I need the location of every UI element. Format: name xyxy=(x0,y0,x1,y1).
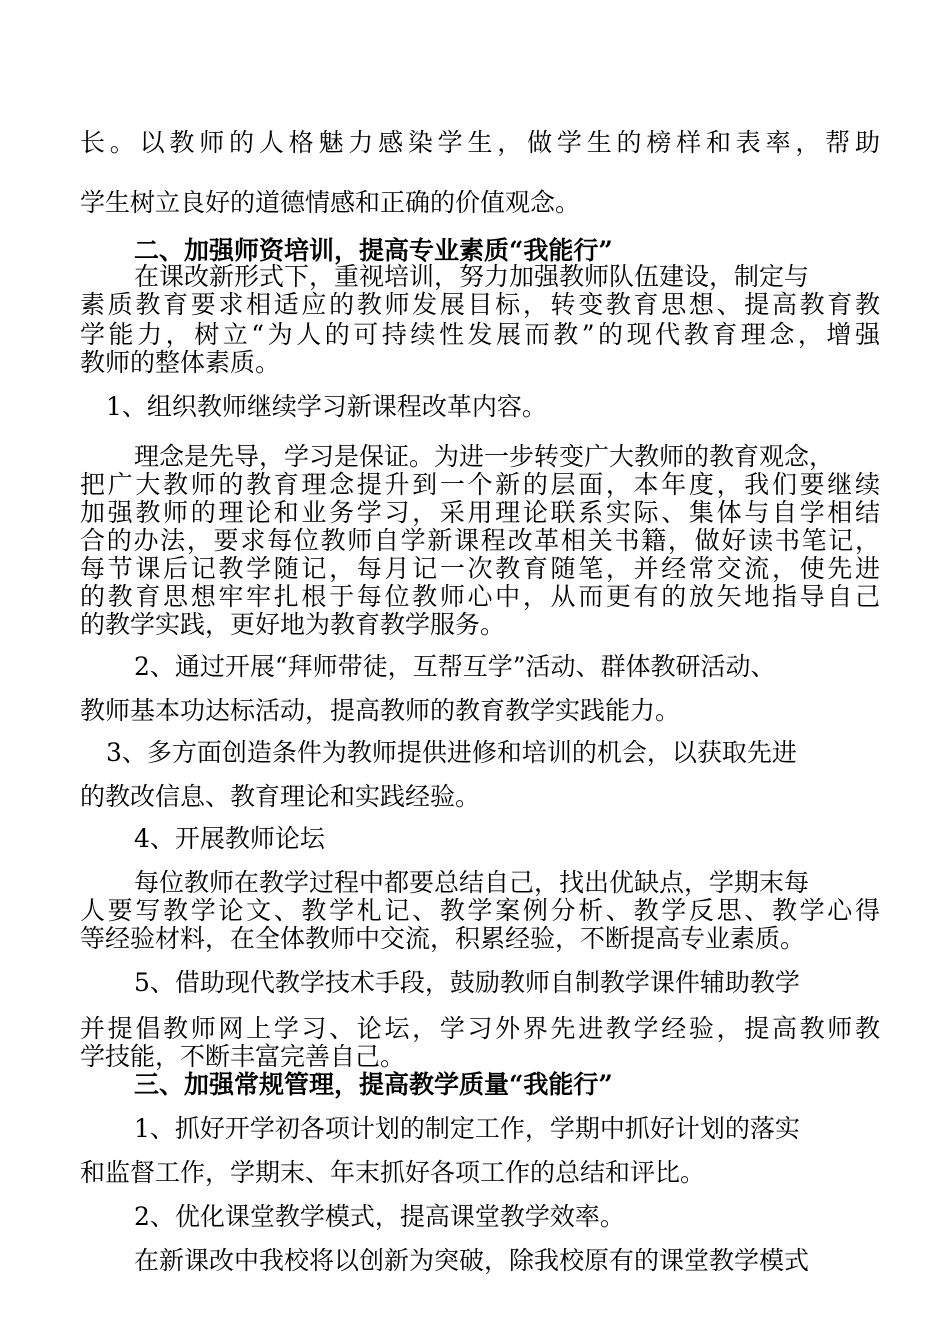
list-item: 3、多方面创造条件为教师提供进修和培训的机会，以获取先进 xyxy=(106,738,797,767)
text-line: 的教育思想牢牢扎根于每位教师心中，从而更有的放矢地指导自己 xyxy=(80,582,880,611)
text-line: 学能力，树立“为人的可持续性发展而教”的现代教育理念，增强 xyxy=(80,320,880,349)
text-line: 等经验材料，在全体教师中交流，积累经验，不断提高专业素质。 xyxy=(80,924,806,953)
list-item: 2、通过开展“拜师带徒，互帮互学”活动、群体教研活动、 xyxy=(134,652,776,681)
list-item: 1、抓好开学初各项计划的制定工作，学期中抓好计划的落实 xyxy=(134,1114,800,1143)
text-line: 并提倡教师网上学习、论坛，学习外界先进教学经验，提高教师教 xyxy=(80,1014,880,1043)
text-line: 理念是先导，学习是保证。为进一步转变广大教师的教育观念， xyxy=(134,442,835,471)
text-line: 教师基本功达标活动，提高教师的教育教学实践能力。 xyxy=(80,696,681,725)
text-line: 长。以教师的人格魅力感染学生，做学生的榜样和表率，帮助 xyxy=(80,128,880,157)
text-line: 合的办法，要求每位教师自学新课程改革相关书籍，做好读书笔记， xyxy=(80,526,880,555)
text-line: 每位教师在教学过程中都要总结自己，找出优缺点，学期末每 xyxy=(134,868,810,897)
text-line: 学技能，不断丰富完善自己。 xyxy=(80,1042,406,1071)
text-line: 素质教育要求相适应的教师发展目标，转变教育思想、提高教育教 xyxy=(80,290,880,319)
text-line: 的教改信息、教育理论和实践经验。 xyxy=(80,782,481,811)
text-line: 人要写教学论文、教学札记、教学案例分析、教学反思、教学心得 xyxy=(80,896,880,925)
text-line: 和监督工作，学期末、年末抓好各项工作的总结和评比。 xyxy=(80,1158,706,1187)
text-line: 在课改新形式下，重视培训，努力加强教师队伍建设，制定与 xyxy=(134,262,810,291)
text-line: 学生树立良好的道德情感和正确的价值观念。 xyxy=(80,188,581,217)
list-item: 4、开展教师论坛 xyxy=(134,824,325,853)
text-line: 在新课改中我校将以创新为突破，除我校原有的课堂教学模式 xyxy=(134,1246,810,1275)
list-item: 5、借助现代教学技术手段，鼓励教师自制教学课件辅助教学 xyxy=(134,968,800,997)
list-item: 1、组织教师继续学习新课程改革内容。 xyxy=(106,392,547,421)
text-line: 加强教师的理论和业务学习，采用理论联系实际、集体与自学相结 xyxy=(80,498,880,527)
text-line: 的教学实践，更好地为教育教学服务。 xyxy=(80,610,506,639)
section-heading: 三、加强常规管理，提高教学质量“我能行” xyxy=(134,1070,613,1099)
text-line: 每节课后记教学随记，每月记一次教育随笔，并经常交流，使先进 xyxy=(80,554,880,583)
text-line: 教师的整体素质。 xyxy=(80,348,281,377)
section-heading: 二、加强师资培训，提高专业素质“我能行” xyxy=(134,236,613,265)
text-line: 把广大教师的教育理念提升到一个新的层面，本年度，我们要继续 xyxy=(80,470,880,499)
list-item: 2、优化课堂教学模式，提高课堂教学效率。 xyxy=(134,1202,625,1231)
